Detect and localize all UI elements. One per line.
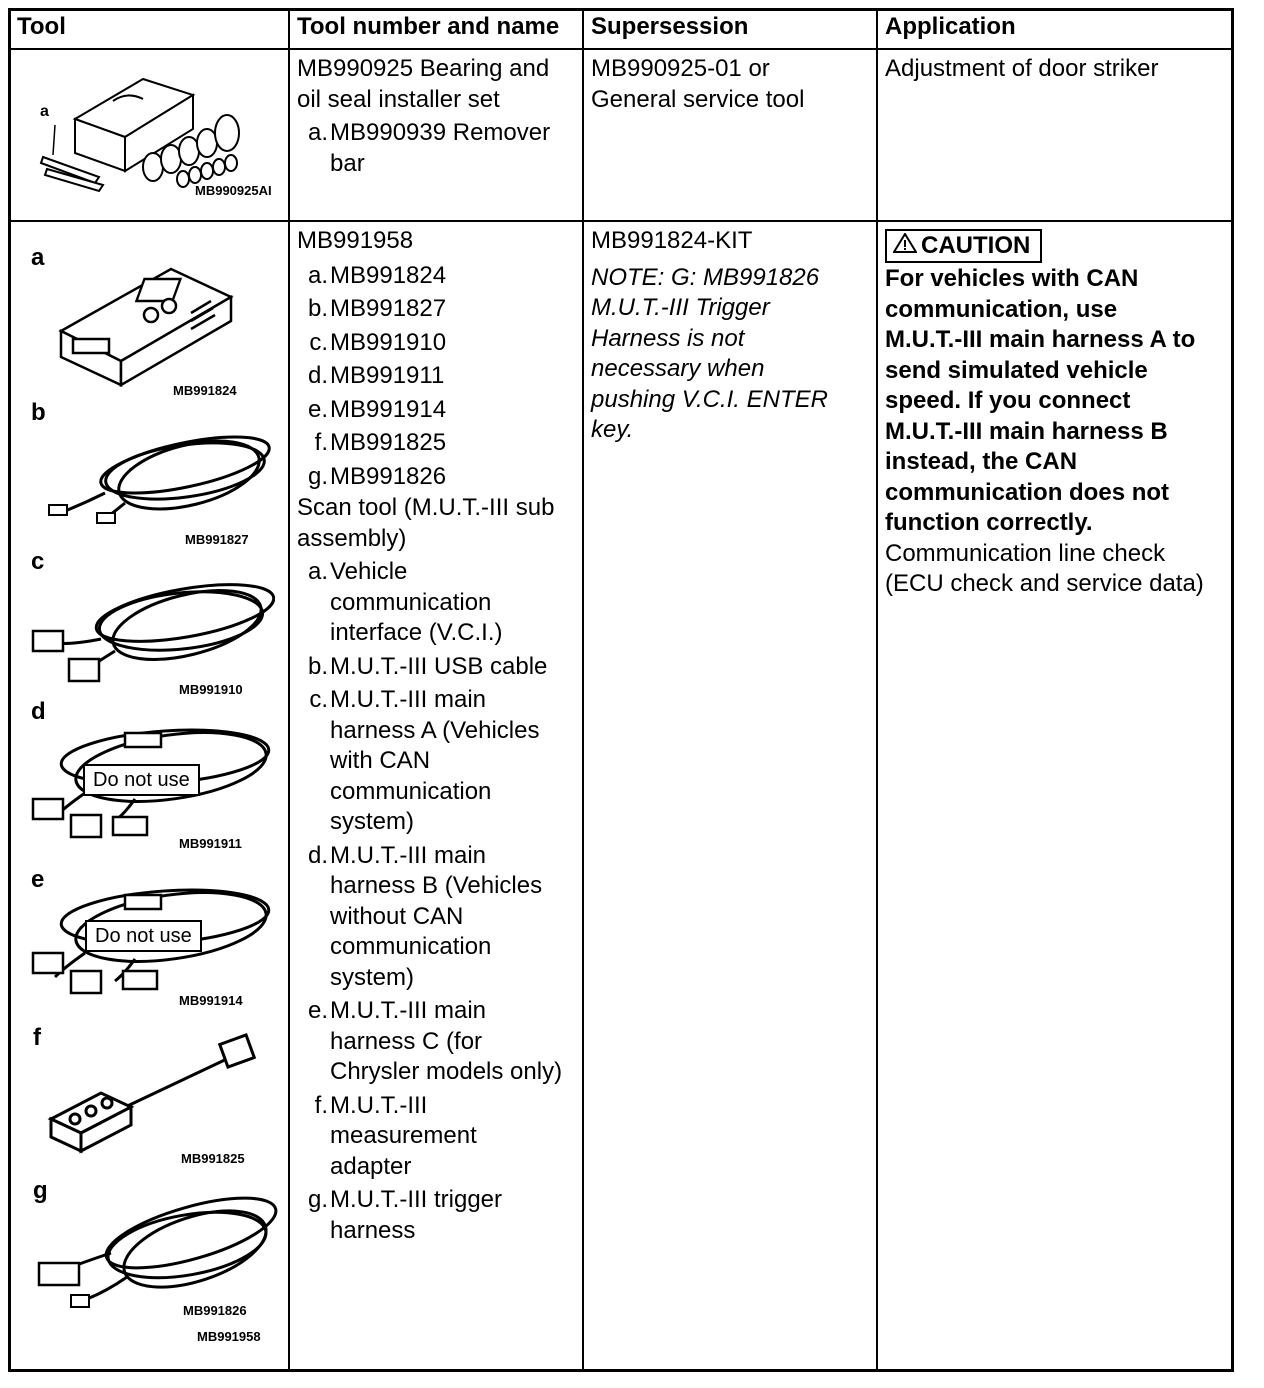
list-letter: e. bbox=[307, 395, 328, 423]
list-text: MB991910 bbox=[330, 328, 447, 356]
group-caption: MB991958 bbox=[197, 1329, 261, 1344]
header-application: Application bbox=[885, 13, 1016, 40]
main-harness-cable-illustration bbox=[25, 563, 275, 687]
list-text: MB991825 bbox=[330, 429, 447, 456]
caution-text bbox=[885, 264, 1233, 539]
note-line: NOTE: G: MB991826 bbox=[591, 263, 820, 291]
list-item bbox=[297, 259, 581, 293]
sub-item-line: harness bbox=[330, 1216, 416, 1244]
sub-item bbox=[297, 557, 581, 649]
list-letter: d. bbox=[307, 841, 328, 869]
caution-line: speed. If you connect bbox=[885, 387, 1131, 414]
supersession-cell bbox=[591, 226, 873, 446]
sub-item-line: system) bbox=[330, 808, 414, 835]
column-divider bbox=[876, 11, 878, 1369]
list-letter: a. bbox=[307, 119, 328, 146]
list-letter: f. bbox=[314, 1091, 328, 1119]
column-divider bbox=[582, 11, 584, 1369]
sub-item bbox=[297, 841, 581, 994]
sub-item-line: harness C (for bbox=[330, 1027, 483, 1055]
header-supersession: Supersession bbox=[591, 13, 749, 40]
supersession-value: MB991824-KIT bbox=[591, 227, 753, 254]
tool-caption: MB991827 bbox=[185, 532, 249, 547]
sub-item-line: M.U.T.-III bbox=[330, 1091, 428, 1119]
application-line: (ECU check and service data) bbox=[885, 570, 1204, 597]
tool-name-cell bbox=[297, 226, 581, 1246]
header-tool-number-and-name: Tool number and name bbox=[297, 13, 560, 40]
trigger-harness-illustration bbox=[31, 1183, 281, 1313]
tool-letter: a bbox=[31, 244, 45, 271]
tool-letter: f bbox=[33, 1024, 41, 1051]
tool-letter: g bbox=[33, 1177, 48, 1204]
list-letter: b. bbox=[307, 652, 328, 680]
list-item bbox=[297, 393, 581, 427]
sub-item-line: harness B (Vehicles bbox=[330, 872, 543, 899]
do-not-use-badge: Do not use bbox=[83, 764, 200, 796]
list-letter: a. bbox=[307, 558, 328, 585]
tool-caption: MB990925AI bbox=[195, 183, 272, 198]
sub-item-line: with CAN bbox=[330, 747, 431, 774]
usb-cable-illustration bbox=[35, 413, 275, 531]
column-divider bbox=[288, 11, 290, 1369]
sub-item-line: M.U.T.-III USB cable bbox=[330, 652, 548, 680]
caution-label: CAUTION bbox=[921, 232, 1031, 259]
sub-item-line: communication bbox=[330, 933, 492, 960]
caution-line: M.U.T.-III main harness B bbox=[885, 417, 1168, 445]
tool-letter: e bbox=[31, 866, 45, 893]
list-text: MB991911 bbox=[330, 362, 445, 389]
caution-line: communication, use bbox=[885, 295, 1118, 323]
sub-item bbox=[297, 1185, 581, 1246]
tool-caption: MB991824 bbox=[173, 383, 237, 398]
sub-item bbox=[297, 996, 581, 1088]
tool-name-title: MB991958 bbox=[297, 227, 414, 254]
row-divider bbox=[11, 220, 1231, 222]
caution-line: function correctly. bbox=[885, 509, 1093, 536]
list-letter: g. bbox=[307, 1186, 328, 1213]
bearing-installer-set-illustration bbox=[33, 67, 273, 197]
sub-item-line: communication bbox=[330, 777, 492, 805]
list-letter: c. bbox=[309, 686, 328, 713]
list-item bbox=[297, 359, 581, 393]
list-text: MB991824 bbox=[330, 261, 447, 289]
note-line: Harness is not bbox=[591, 324, 745, 352]
sub-item bbox=[297, 1091, 581, 1183]
special-tools-table bbox=[8, 8, 1234, 1372]
header-divider bbox=[11, 48, 1231, 50]
sub-item-line: M.U.T.-III main bbox=[330, 686, 487, 713]
sub-item-line: adapter bbox=[330, 1152, 412, 1180]
note-line: necessary when bbox=[591, 355, 765, 382]
list-letter: a. bbox=[307, 261, 328, 289]
caution-line: instead, the CAN bbox=[885, 448, 1078, 475]
list-text: MB990939 Remover bar bbox=[330, 119, 551, 177]
warning-triangle-icon bbox=[893, 231, 917, 261]
caution-line: send simulated vehicle bbox=[885, 356, 1148, 384]
list-letter: e. bbox=[307, 997, 328, 1024]
application-cell: Adjustment of door striker bbox=[885, 55, 1159, 82]
list-letter: d. bbox=[307, 362, 328, 389]
sub-item-line: M.U.T.-III trigger bbox=[330, 1186, 503, 1213]
sub-item-line: Chrysler models only) bbox=[330, 1058, 563, 1085]
sub-item bbox=[297, 685, 581, 838]
sub-item-line: without CAN bbox=[330, 902, 464, 930]
sub-item-line: measurement bbox=[330, 1122, 477, 1149]
supersession-cell: MB990925-01 or General service tool bbox=[591, 55, 805, 113]
sub-item-line: M.U.T.-III main bbox=[330, 997, 487, 1024]
application-cell bbox=[885, 229, 1233, 600]
tool-caption: MB991826 bbox=[183, 1303, 247, 1318]
list-item bbox=[297, 326, 581, 360]
scan-tool-line: assembly) bbox=[297, 524, 407, 552]
list-text: MB991914 bbox=[330, 395, 447, 423]
tool-caption: MB991914 bbox=[179, 993, 243, 1008]
list-item bbox=[297, 118, 579, 179]
list-item bbox=[297, 292, 581, 326]
tool-letter: b bbox=[31, 399, 46, 426]
vci-unit-illustration bbox=[51, 261, 241, 391]
sub-item-line: interface (V.C.I.) bbox=[330, 619, 503, 646]
sub-item bbox=[297, 652, 581, 683]
note-line: key. bbox=[591, 416, 634, 443]
list-letter: c. bbox=[309, 328, 328, 356]
tool-caption: MB991910 bbox=[179, 682, 243, 697]
list-item bbox=[297, 426, 581, 460]
scan-tool-line: Scan tool (M.U.T.-III sub bbox=[297, 494, 555, 521]
do-not-use-badge: Do not use bbox=[85, 920, 202, 952]
tool-letter: c bbox=[31, 548, 45, 575]
tool-letter: d bbox=[31, 698, 46, 725]
sub-item-line: communication bbox=[330, 588, 492, 616]
caution-line: For vehicles with CAN bbox=[885, 265, 1139, 292]
application-line: Communication line check bbox=[885, 539, 1166, 567]
tool-label: a bbox=[40, 103, 49, 120]
sub-item-line: M.U.T.-III main bbox=[330, 841, 487, 869]
list-letter: f. bbox=[314, 429, 328, 456]
list-item bbox=[297, 460, 581, 494]
list-letter: b. bbox=[307, 295, 328, 322]
caution-badge bbox=[885, 229, 1042, 263]
list-text: MB991826 bbox=[330, 462, 447, 490]
tool-caption: MB991825 bbox=[181, 1151, 245, 1166]
header-tool: Tool bbox=[17, 13, 66, 40]
tool-name-line: oil seal installer set bbox=[297, 85, 500, 113]
tool-name-cell bbox=[297, 54, 579, 179]
caution-line: communication does not bbox=[885, 478, 1170, 506]
measurement-adapter-illustration bbox=[41, 1029, 261, 1159]
note-line: M.U.T.-III Trigger bbox=[591, 294, 770, 321]
supersession-note bbox=[591, 263, 873, 446]
list-text: MB991827 bbox=[330, 295, 447, 322]
sub-item-line: Vehicle bbox=[330, 558, 408, 585]
caution-line: M.U.T.-III main harness A to bbox=[885, 326, 1196, 353]
sub-item-line: system) bbox=[330, 963, 414, 991]
tool-name-line: MB990925 Bearing and bbox=[297, 55, 550, 82]
list-letter: g. bbox=[307, 462, 328, 490]
sub-item-line: harness A (Vehicles bbox=[330, 716, 540, 744]
note-line: pushing V.C.I. ENTER bbox=[591, 385, 828, 413]
tool-caption: MB991911 bbox=[179, 836, 242, 851]
